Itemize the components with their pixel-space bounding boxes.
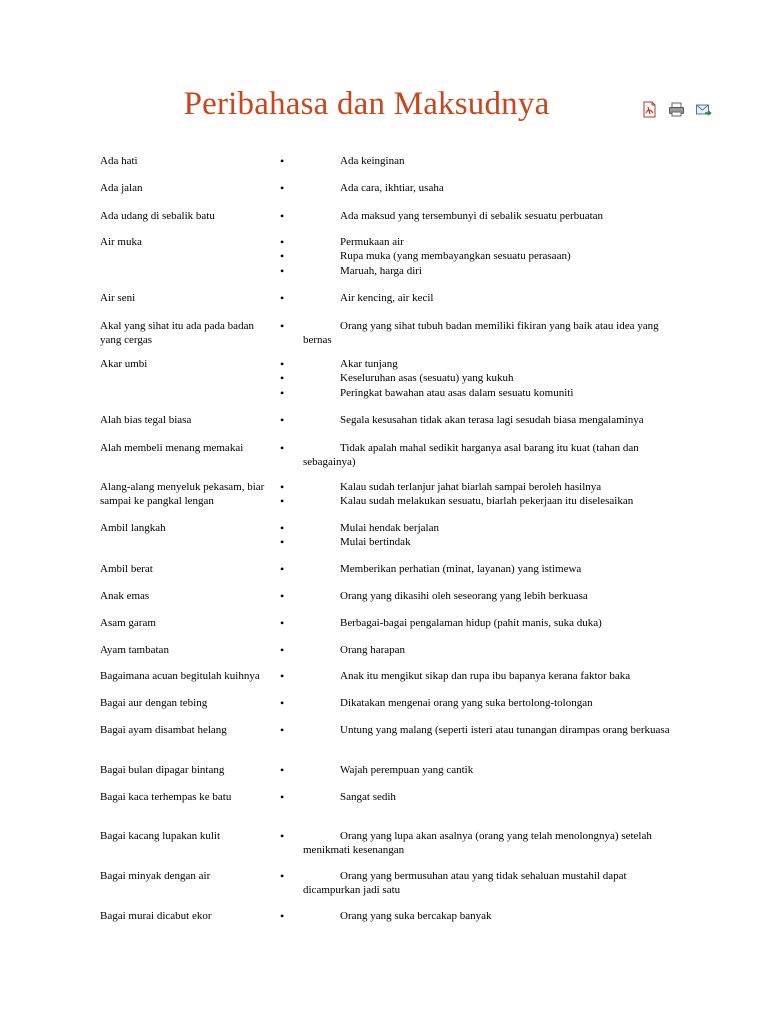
meaning-list bbox=[280, 480, 670, 509]
meaning-text: Kalau sudah melakukan sesuatu, biarlah pekerjaan itu diselesaikan bbox=[340, 495, 634, 508]
meaning-item bbox=[280, 562, 670, 576]
meaning-item bbox=[280, 154, 670, 168]
toolbar-icons bbox=[641, 101, 712, 118]
proverb-term: Air seni bbox=[100, 292, 136, 304]
meaning-text: Keseluruhan asas (sesuatu) yang kukuh bbox=[340, 372, 514, 385]
meaning-list bbox=[280, 763, 670, 777]
bullet-icon: • bbox=[280, 209, 285, 223]
meaning-text: Anak itu mengikut sikap dan rupa ibu bapanya kerana faktor baka bbox=[340, 670, 631, 682]
meaning-text: Segala kesusahan tidak akan terasa lagi sesudah biasa mengalaminya bbox=[340, 414, 644, 426]
meaning-text: Peringkat bawahan atau asas dalam sesuatu komuniti bbox=[340, 386, 574, 399]
meaning-list bbox=[280, 235, 670, 278]
meaning-text: Orang yang sihat tubuh badan memiliki fikiran yang baik atau idea yang bernas bbox=[303, 320, 659, 347]
meaning-item bbox=[280, 441, 670, 470]
proverb-term: Bagai aur dengan tebing bbox=[100, 697, 208, 709]
proverb-term: Bagai bulan dipagar bintang bbox=[100, 764, 225, 776]
meaning-list bbox=[280, 154, 670, 168]
bullet-icon: • bbox=[280, 616, 285, 630]
meaning-text: Dikatakan mengenai orang yang suka bertolong-tolongan bbox=[340, 697, 593, 709]
meaning-text: Orang yang dikasihi oleh seseorang yang lebih berkuasa bbox=[340, 590, 588, 602]
meaning-list bbox=[280, 521, 670, 550]
bullet-icon: • bbox=[280, 385, 285, 400]
bullet-icon: • bbox=[280, 357, 285, 371]
meaning-list bbox=[280, 643, 670, 657]
proverb-term: Alah membeli menang memakai bbox=[100, 442, 244, 454]
meaning-item bbox=[280, 319, 670, 348]
bullet-icon: • bbox=[280, 723, 285, 737]
meaning-list bbox=[280, 829, 670, 858]
proverb-term: Ada udang di sebalik batu bbox=[100, 210, 215, 222]
meaning-list bbox=[280, 413, 670, 427]
bullet-icon: • bbox=[280, 441, 285, 455]
meaning-item bbox=[280, 669, 670, 683]
print-icon[interactable] bbox=[668, 101, 685, 118]
meaning-item bbox=[280, 480, 670, 494]
meaning-item bbox=[280, 181, 670, 195]
meaning-list bbox=[280, 562, 670, 576]
meaning-text: Tidak apalah mahal sedikit harganya asal barang itu kuat (tahan dan sebagainya) bbox=[303, 442, 639, 469]
meaning-item bbox=[280, 291, 670, 305]
proverb-term: Ambil berat bbox=[100, 563, 153, 575]
meaning-text: Air kencing, air kecil bbox=[340, 292, 434, 304]
meaning-text: Ada keinginan bbox=[340, 155, 405, 167]
meaning-list bbox=[280, 790, 670, 804]
meaning-list bbox=[280, 696, 670, 710]
meaning-list bbox=[280, 669, 670, 683]
meaning-list bbox=[280, 291, 670, 305]
meaning-item bbox=[280, 829, 670, 858]
bullet-icon: • bbox=[280, 154, 285, 168]
pdf-icon[interactable] bbox=[641, 101, 658, 118]
bullet-icon: • bbox=[280, 371, 285, 386]
meaning-item bbox=[280, 209, 670, 223]
meaning-text: Berbagai-bagai pengalaman hidup (pahit manis, suka duka) bbox=[340, 617, 602, 629]
proverb-term: Akar umbi bbox=[100, 358, 148, 370]
bullet-icon: • bbox=[280, 763, 285, 777]
meaning-item bbox=[280, 763, 670, 777]
meaning-item bbox=[280, 494, 670, 508]
meaning-text: Orang yang lupa akan asalnya (orang yang telah menolongnya) setelah menikmati kesenangan bbox=[303, 830, 652, 857]
bullet-icon: • bbox=[280, 263, 285, 278]
proverb-term: Bagai minyak dengan air bbox=[100, 870, 211, 882]
bullet-icon: • bbox=[280, 643, 285, 657]
proverb-term: Bagai murai dicabut ekor bbox=[100, 910, 212, 922]
meaning-text: Mulai bertindak bbox=[340, 536, 411, 549]
proverb-term: Bagai kaca terhempas ke batu bbox=[100, 791, 232, 803]
bullet-icon: • bbox=[280, 589, 285, 603]
meaning-item bbox=[280, 386, 670, 400]
proverb-term: Bagai kacang lupakan kulit bbox=[100, 830, 221, 842]
meaning-text: Untung yang malang (seperti isteri atau tunangan dirampas orang berkuasa bbox=[340, 724, 670, 736]
meaning-item bbox=[280, 264, 670, 278]
meaning-text: Ada maksud yang tersembunyi di sebalik sesuatu perbuatan bbox=[340, 210, 604, 222]
proverb-term: Air muka bbox=[100, 236, 142, 248]
page-title: Peribahasa dan Maksudnya bbox=[183, 86, 550, 122]
meaning-item bbox=[280, 235, 670, 249]
meaning-list bbox=[280, 589, 670, 603]
proverb-term: Ambil langkah bbox=[100, 522, 166, 534]
meaning-item bbox=[280, 869, 670, 898]
meaning-text: Memberikan perhatian (minat, layanan) yang istimewa bbox=[340, 563, 582, 575]
bullet-icon: • bbox=[280, 249, 285, 264]
bullet-icon: • bbox=[280, 494, 285, 509]
proverb-term: Ada jalan bbox=[100, 182, 143, 194]
meaning-text: Wajah perempuan yang cantik bbox=[340, 764, 474, 776]
bullet-icon: • bbox=[280, 521, 285, 535]
meaning-item bbox=[280, 616, 670, 630]
meaning-item bbox=[280, 909, 670, 923]
meaning-item bbox=[280, 723, 670, 737]
meaning-item bbox=[280, 790, 670, 804]
bullet-icon: • bbox=[280, 696, 285, 710]
meaning-text: Rupa muka (yang membayangkan sesuatu perasaan) bbox=[340, 250, 571, 263]
meaning-item bbox=[280, 643, 670, 657]
meaning-text: Orang yang suka bercakap banyak bbox=[340, 910, 492, 922]
meaning-list bbox=[280, 616, 670, 630]
bullet-icon: • bbox=[280, 291, 285, 305]
meaning-list bbox=[280, 319, 670, 348]
meaning-text: Orang yang bermusuhan atau yang tidak sehaluan mustahil dapat dicampurkan jadi satu bbox=[303, 870, 627, 897]
bullet-icon: • bbox=[280, 181, 285, 195]
bullet-icon: • bbox=[280, 480, 285, 494]
bullet-icon: • bbox=[280, 562, 285, 576]
proverb-term: Alah bias tegal biasa bbox=[100, 414, 192, 426]
meaning-item bbox=[280, 357, 670, 371]
bullet-icon: • bbox=[280, 869, 285, 883]
bullet-icon: • bbox=[280, 413, 285, 427]
meaning-item bbox=[280, 535, 670, 549]
meaning-text: Permukaan air bbox=[340, 236, 404, 248]
bullet-icon: • bbox=[280, 909, 285, 923]
proverb-term: Alang-alang menyeluk pekasam, biar sampai ke pangkal lengan bbox=[100, 481, 265, 508]
meaning-item bbox=[280, 521, 670, 535]
meaning-item bbox=[280, 371, 670, 385]
meaning-list bbox=[280, 723, 670, 737]
proverb-term: Anak emas bbox=[100, 590, 150, 602]
meaning-list bbox=[280, 357, 670, 400]
proverb-term: Ayam tambatan bbox=[100, 644, 169, 656]
meaning-list bbox=[280, 209, 670, 223]
bullet-icon: • bbox=[280, 669, 285, 683]
meaning-text: Orang harapan bbox=[340, 644, 406, 656]
proverb-term: Akal yang sihat itu ada pada badan yang cergas bbox=[100, 320, 254, 347]
meaning-text: Mulai hendak berjalan bbox=[340, 522, 439, 534]
email-icon[interactable] bbox=[695, 101, 712, 118]
proverb-term: Asam garam bbox=[100, 617, 156, 629]
meaning-list bbox=[280, 909, 670, 923]
bullet-icon: • bbox=[280, 235, 285, 249]
bullet-icon: • bbox=[280, 829, 285, 843]
meaning-item bbox=[280, 413, 670, 427]
bullet-icon: • bbox=[280, 319, 285, 333]
meaning-text: Sangat sedih bbox=[340, 791, 396, 803]
proverb-term: Bagaimana acuan begitulah kuihnya bbox=[100, 670, 260, 682]
meaning-text: Maruah, harga diri bbox=[340, 264, 422, 277]
meaning-item bbox=[280, 696, 670, 710]
meaning-text: Akar tunjang bbox=[340, 358, 398, 370]
meaning-text: Kalau sudah terlanjur jahat biarlah sampai beroleh hasilnya bbox=[340, 481, 602, 493]
bullet-icon: • bbox=[280, 535, 285, 550]
meaning-list bbox=[280, 181, 670, 195]
meaning-text: Ada cara, ikhtiar, usaha bbox=[340, 182, 444, 194]
proverb-term: Ada hati bbox=[100, 155, 138, 167]
meaning-list bbox=[280, 441, 670, 470]
bullet-icon: • bbox=[280, 790, 285, 804]
meaning-item bbox=[280, 589, 670, 603]
proverb-term: Bagai ayam disambat helang bbox=[100, 724, 227, 736]
meaning-item bbox=[280, 249, 670, 263]
meaning-list bbox=[280, 869, 670, 898]
